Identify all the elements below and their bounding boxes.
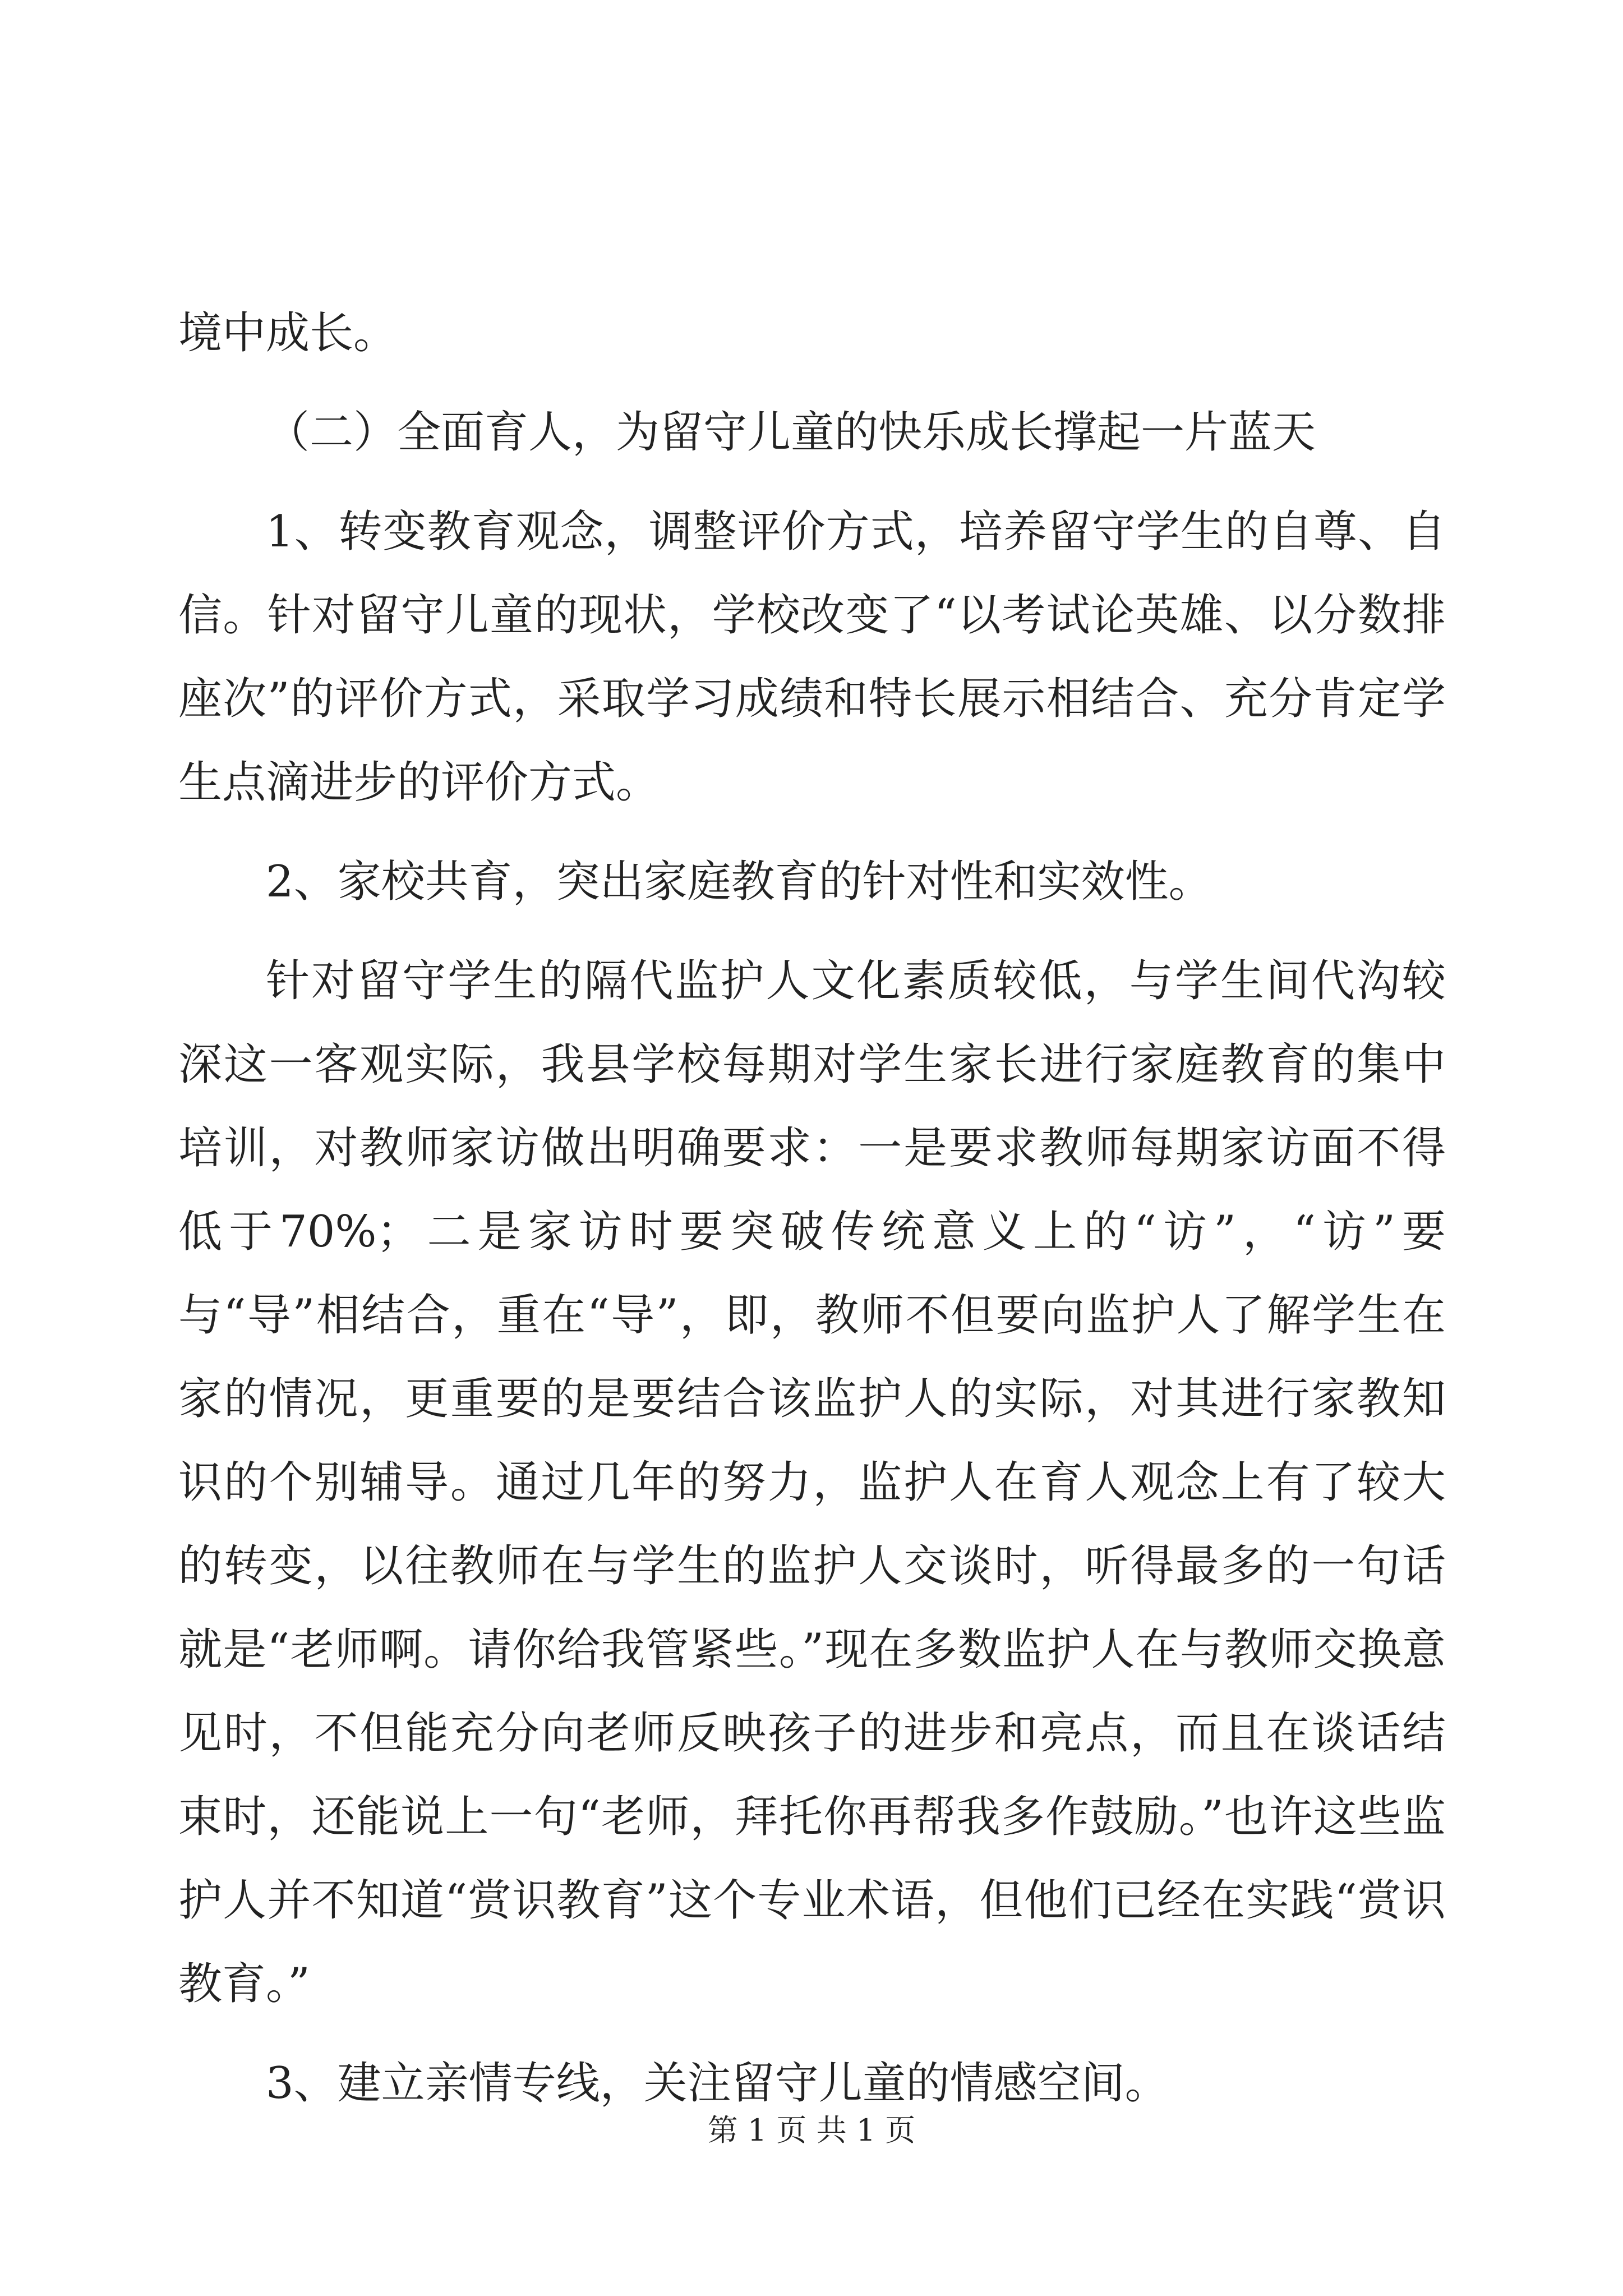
paragraph-body: 针对留守学生的隔代监护人文化素质较低，与学生间代沟较深这一客观实际，我县学校每期对学生家长进行家庭教育的集中培训，对教师家访做出明确要求：一是要求教师每期家访面不得低于70%；二是家访时要突破传统意义上的“访”，“访”要与“导”相结合，重在“导”，即，教师不但要向监护人了解学生在家的情况，更重要的是要结合该监护人的实际，对其进行家教知识的个别辅导。通过几年的努力，监护人在育人观念上有了较大的转变，以往教师在与学生的监护人交谈时，听得最多的一句话就是“老师啊。请你给我管紧些。”现在多数监护人在与教师交换意见时，不但能充分向老师反映孩子的进步和亮点，而且在谈话结束时，还能说上一句“老师，拜托你再帮我多作鼓励。”也许这些监护人并不知道“赏识教育”这个专业术语，但他们已经在实践“赏识教育。” <box>178 956 1446 2009</box>
page-footer: 第 1 页 共 1 页 <box>707 2113 916 2148</box>
paragraph-item-1: 1、转变教育观念，调整评价方式，培养留守学生的自尊、自信。针对留守儿童的现状，学校改变了“以考试论英雄、以分数排座次”的评价方式，采取学习成绩和特长展示相结合、充分肯定学生点滴进步的评价方式。 <box>178 507 1446 808</box>
paragraph-item-2: 2、家校共育，突出家庭教育的针对性和实效性。 <box>266 857 1212 907</box>
section-heading: （二）全面育人，为留守儿童的快乐成长撑起一片蓝天 <box>266 407 1316 458</box>
document-body <box>178 292 1446 2141</box>
paragraph-continuation: 境中成长。 <box>178 308 398 358</box>
paragraph-item-3: 3、建立亲情专线，关注留守儿童的情感空间。 <box>266 2058 1169 2109</box>
